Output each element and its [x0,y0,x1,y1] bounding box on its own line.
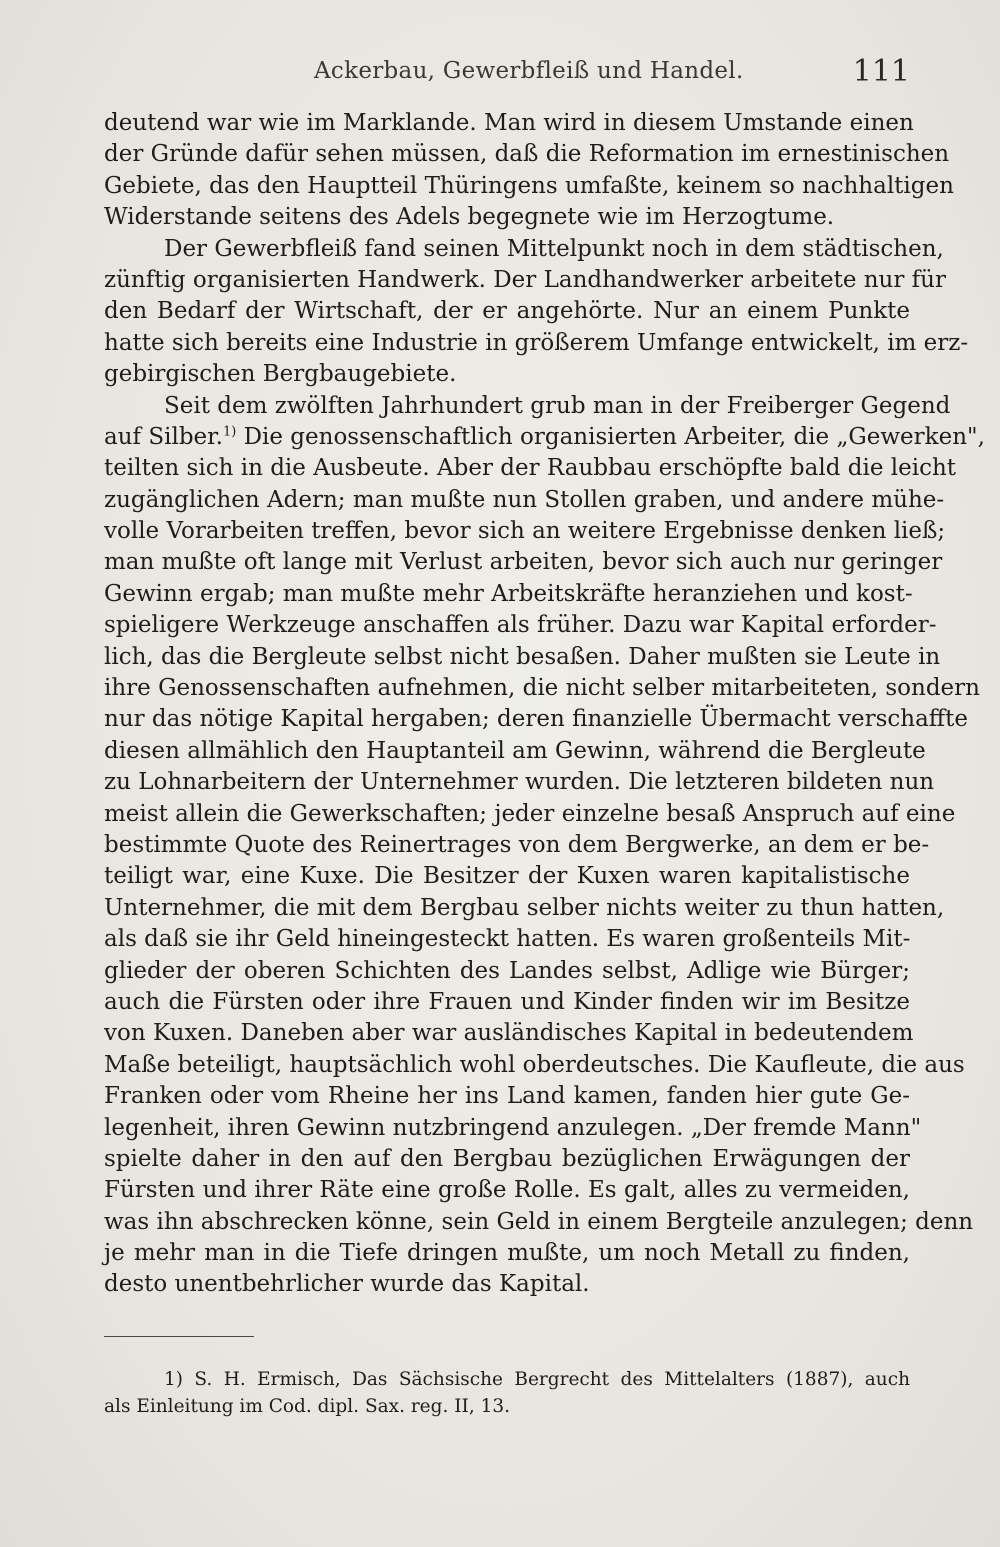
footnote-reference: 1) [222,424,237,440]
text-line [104,422,985,453]
text-line: bestimmte Quote des Reinertrages von dem Bergwerke, an dem er be- [104,831,930,858]
body-text [104,108,985,1301]
footnote [104,1366,910,1420]
running-head: Ackerbau, Gewerbfleiß und Handel. [314,58,744,84]
text-line: Franken oder vom Rheine her ins Land kamen, fanden hier gute Ge- [104,1083,910,1110]
text-line: lich, das die Bergleute selbst nicht besaßen. Daher mußten sie Leute in [104,643,941,670]
text-line: Maße beteiligt, hauptsächlich wohl oberdeutsches. Die Kaufleute, die aus [104,1051,965,1078]
text-line: Gebiete, das den Hauptteil Thüringens umfaßte, keinem so nachhaltigen [104,172,954,199]
text-line: ihre Genossenschaften aufnehmen, die nicht selber mitarbeiteten, sondern [104,675,980,702]
text-line: auch die Fürsten oder ihre Frauen und Kinder finden wir im Besitze [104,988,910,1015]
text-line: nur das nötige Kapital hergaben; deren finanzielle Übermacht verschaffte [104,706,968,733]
text-fragment: Die genossenschaftlich organisierten Arbeiter, die „Gewerken", [236,423,985,450]
text-fragment: auf Silber. [104,423,223,450]
footnote-line: als Einleitung im Cod. dipl. Sax. reg. II, 13. [104,1396,511,1417]
text-line: hatte sich bereits eine Industrie in größerem Umfange entwickelt, im erz- [104,329,969,356]
text-line: meist allein die Gewerkschaften; jeder einzelne besaß Anspruch auf eine [104,800,956,827]
text-line: zu Lohnarbeitern der Unternehmer wurden. Die letzteren bildeten nun [104,769,935,796]
text-line: Gewinn ergab; man mußte mehr Arbeitskräfte heranziehen und kost- [104,580,913,607]
text-line: als daß sie ihr Geld hineingesteckt hatten. Es waren großenteils Mit- [104,926,911,953]
text-line: Widerstande seitens des Adels begegnete wie im Herzogtume. [104,204,835,231]
text-line: volle Vorarbeiten treffen, bevor sich an weitere Ergebnisse denken ließ; [104,518,946,545]
text-line: Fürsten und ihrer Räte eine große Rolle. Es galt, alles zu vermeiden, [104,1177,910,1204]
text-line: zugänglichen Adern; man mußte nun Stollen graben, und andere mühe- [104,486,945,513]
text-line: den Bedarf der Wirtschaft, der er angehörte. Nur an einem Punkte [104,298,910,325]
page-number: 111 [852,54,910,89]
text-line: der Gründe dafür sehen müssen, daß die Reformation im ernestinischen [104,141,950,168]
text-line: spieligere Werkzeuge anschaffen als früher. Dazu war Kapital erforder- [104,612,937,639]
footnote-divider [104,1336,254,1337]
text-line: teilten sich in die Ausbeute. Aber der Raubbau erschöpfte bald die leicht [104,455,957,482]
text-line: was ihn abschrecken könne, sein Geld in einem Bergteile anzulegen; denn [104,1208,974,1235]
text-line: legenheit, ihren Gewinn nutzbringend anzulegen. „Der fremde Mann" [104,1114,922,1141]
text-line: gebirgischen Bergbaugebiete. [104,361,457,388]
text-line: Der Gewerbfleiß fand seinen Mittelpunkt noch in dem städtischen, [164,235,944,262]
text-line: deutend war wie im Marklande. Man wird in diesem Umstande einen [104,110,914,136]
text-line: teiligt war, eine Kuxe. Die Besitzer der Kuxen waren kapitalistische [104,863,910,890]
text-line: Seit dem zwölften Jahrhundert grub man in der Freiberger Gegend [164,392,951,419]
text-line: spielte daher in den auf den Bergbau bezüglichen Erwägungen der [104,1145,910,1172]
text-line: zünftig organisierten Handwerk. Der Landhandwerker arbeitete nur für [104,266,946,293]
text-line: man mußte oft lange mit Verlust arbeiten, bevor sich auch nur geringer [104,549,943,576]
text-line: Unternehmer, die mit dem Bergbau selber nichts weiter zu thun hatten, [104,894,945,921]
text-line: desto unentbehrlicher wurde das Kapital. [104,1271,590,1298]
text-line: von Kuxen. Daneben aber war ausländisches Kapital in bedeutendem [104,1020,914,1047]
page-header [104,54,910,94]
text-line: je mehr man in die Tiefe dringen mußte, um noch Metall zu finden, [104,1240,910,1267]
text-line: diesen allmählich den Hauptanteil am Gewinn, während die Bergleute [104,737,926,764]
footnote-line: 1) S. H. Ermisch, Das Sächsische Bergrecht des Mittelalters (1887), auch [164,1369,910,1390]
text-line: glieder der oberen Schichten des Landes selbst, Adlige wie Bürger; [104,957,910,984]
